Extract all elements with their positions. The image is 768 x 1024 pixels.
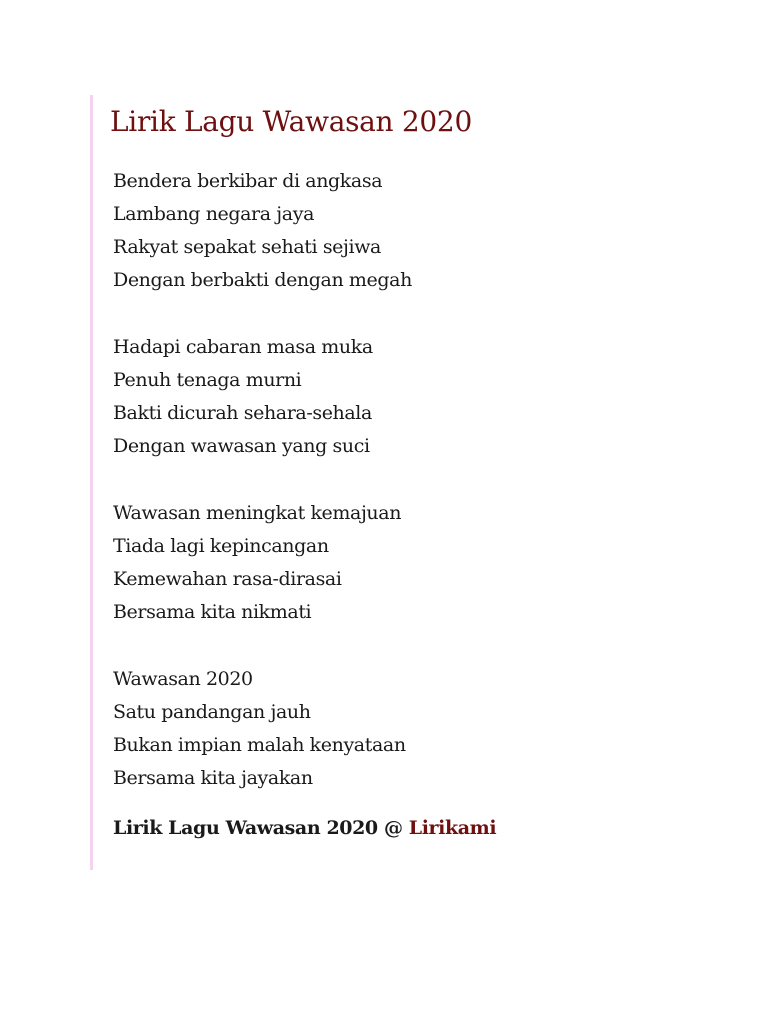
lyrics-body (113, 165, 673, 829)
lyric-line: Wawasan 2020 (113, 668, 253, 690)
lyric-line: Bakti dicurah sehara-sehala (113, 402, 372, 424)
stanza-1 (113, 165, 673, 297)
lyric-line: Bersama kita jayakan (113, 767, 313, 789)
lyrics-article (90, 95, 690, 870)
stanza-2 (113, 331, 673, 463)
credit-line (113, 817, 496, 839)
lyric-line: Rakyat sepakat sehati sejiwa (113, 236, 381, 258)
lyric-line: Wawasan meningkat kemajuan (113, 502, 402, 524)
lyric-line: Dengan berbakti dengan megah (113, 269, 412, 291)
lyric-line: Bendera berkibar di angkasa (113, 170, 383, 192)
stanza-4 (113, 663, 673, 795)
stanza-3 (113, 497, 673, 629)
lyric-line: Lambang negara jaya (113, 203, 314, 225)
credit-text: Lirik Lagu Wawasan 2020 @ (113, 817, 409, 839)
lyric-line: Tiada lagi kepincangan (113, 535, 329, 557)
lyric-line: Penuh tenaga murni (113, 369, 302, 391)
lyric-line: Dengan wawasan yang suci (113, 435, 370, 457)
page-title: Lirik Lagu Wawasan 2020 (110, 105, 472, 138)
lyric-line: Hadapi cabaran masa muka (113, 336, 373, 358)
lyric-line: Satu pandangan jauh (113, 701, 311, 723)
lyric-line: Bukan impian malah kenyataan (113, 734, 406, 756)
lyric-line: Bersama kita nikmati (113, 601, 312, 623)
lyric-line: Kemewahan rasa-dirasai (113, 568, 342, 590)
credit-site-link[interactable]: Lirikami (408, 817, 497, 839)
